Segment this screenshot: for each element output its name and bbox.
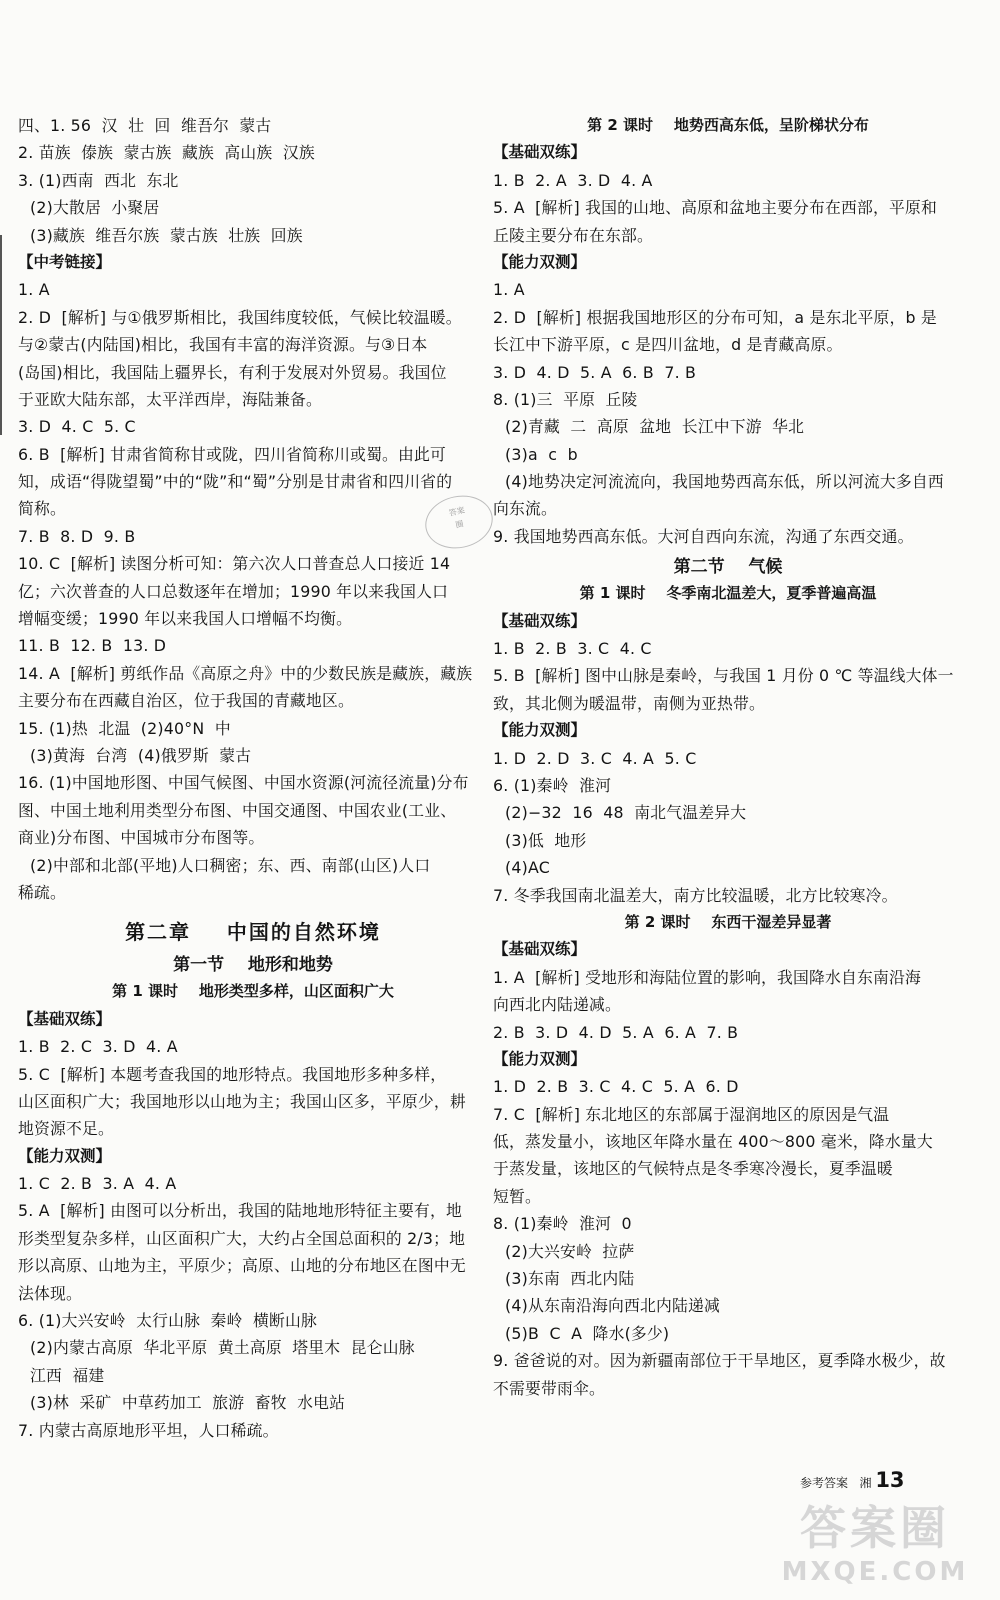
answer-line: 6. B [解析] 甘肃省简称甘或陇，四川省简称川或蜀。由此可 — [18, 444, 447, 464]
answer-line: (3)低 地形 — [505, 830, 587, 850]
answer-line: 15. (1)热 北温 (2)40°N 中 — [18, 718, 231, 738]
section-tag: 【中考链接】 — [18, 252, 112, 271]
answer-line: 2. 苗族 傣族 蒙古族 藏族 高山族 汉族 — [18, 143, 315, 163]
answer-line: 1. B 2. A 3. D 4. A — [493, 170, 653, 190]
answer-line: (4)从东南沿海向西北内陆递减 — [505, 1296, 720, 1316]
answer-line: 1. C 2. B 3. A 4. A — [18, 1174, 177, 1194]
answer-line: (5)B C A 降水(多少) — [505, 1323, 670, 1343]
answer-line: 形以高原、山地为主，平原少；高原、山地的分布地区在图中无 — [18, 1256, 466, 1276]
answer-line: 3. D 4. D 5. A 6. B 7. B — [493, 362, 697, 382]
answer-line: (3)a c b — [505, 444, 578, 464]
answer-line: 2. D [解析] 根据我国地形区的分布可知，a 是东北平原，b 是 — [493, 307, 937, 327]
lesson-heading: 第 2 课时 地势西高东低，呈阶梯状分布 — [587, 116, 869, 134]
lesson-heading: 第 1 课时 地形类型多样，山区面积广大 — [112, 982, 394, 1001]
answer-line: 江西 福建 — [30, 1365, 105, 1385]
chapter-heading: 第二章 中国的自然环境 — [125, 920, 381, 945]
answer-line: (3)林 采矿 中草药加工 旅游 畜牧 水电站 — [30, 1393, 346, 1413]
answer-line: 形类型复杂多样，山区面积广大，大约占全国总面积的 2/3；地 — [18, 1228, 466, 1248]
section-tag: 【能力双测】 — [493, 252, 587, 271]
answer-line: 法体现。 — [18, 1283, 82, 1303]
section-tag: 【基础双练】 — [18, 1009, 112, 1028]
answer-line: 于亚欧大陆东部，太平洋西岸，海陆兼备。 — [18, 389, 322, 409]
answer-line: 主要分布在西藏自治区，位于我国的青藏地区。 — [18, 691, 354, 711]
section-tag: 【基础双练】 — [493, 143, 587, 162]
answer-line: 7. C [解析] 东北地区的东部属于湿润地区的原因是气温 — [493, 1104, 890, 1124]
section-tag: 【能力双测】 — [493, 721, 587, 740]
answer-line: 11. B 12. B 13. D — [18, 636, 167, 656]
section-tag: 【基础双练】 — [493, 611, 587, 630]
answer-line: (2)大散居 小聚居 — [30, 198, 160, 218]
answer-line: (4)AC — [505, 858, 550, 878]
answer-line: 向西北内陆递减。 — [493, 995, 621, 1015]
answer-line: 2. B 3. D 4. D 5. A 6. A 7. B — [493, 1022, 739, 1042]
answer-line: 8. (1)秦岭 淮河 0 — [493, 1214, 632, 1234]
answer-line: 6. (1)秦岭 淮河 — [493, 775, 612, 795]
page-footer — [800, 1468, 980, 1498]
answer-line: 简称。 — [18, 499, 66, 519]
answer-line: 1. B 2. C 3. D 4. A — [18, 1037, 178, 1057]
section-tag: 【能力双测】 — [493, 1049, 587, 1068]
answer-line: 于蒸发量，该地区的气候特点是冬季寒冷漫长，夏季温暖 — [493, 1159, 893, 1179]
answer-line: 3. (1)西南 西北 东北 — [18, 170, 179, 190]
answer-line: 16. (1)中国地形图、中国气候图、中国水资源(河流径流量)分布 — [18, 773, 469, 793]
lesson-heading: 第 1 课时 冬季南北温差大，夏季普遍高温 — [579, 584, 877, 603]
section-heading: 第二节 气候 — [673, 557, 783, 578]
left-answer-column — [18, 112, 488, 1444]
answer-line: 1. A [解析] 受地形和海陆位置的影响，我国降水自东南沿海 — [493, 967, 922, 987]
answer-line: 5. A [解析] 由图可以分析出，我国的陆地地形特征主要有，地 — [18, 1201, 463, 1221]
answer-line: 低，蒸发量小，该地区年降水量在 400～800 毫米，降水量大 — [493, 1132, 933, 1152]
answer-line: 1. B 2. B 3. C 4. C — [493, 639, 652, 659]
answer-line: 2. D [解析] 与①俄罗斯相比，我国纬度较低，气候比较温暖。 — [18, 307, 462, 327]
answer-line: (3)黄海 台湾 (4)俄罗斯 蒙古 — [30, 745, 252, 765]
answer-line: (2)青藏 二 高原 盆地 长江中下游 华北 — [505, 417, 805, 437]
page-number: 13 — [875, 1468, 905, 1492]
answer-line: 地资源不足。 — [18, 1119, 114, 1139]
right-answer-column — [493, 112, 963, 1402]
answer-line: 5. B [解析] 图中山脉是秦岭，与我国 1 月份 0 ℃ 等温线大体一 — [493, 666, 954, 686]
answer-line: 7. B 8. D 9. B — [18, 526, 136, 546]
answer-line: 向东流。 — [493, 499, 557, 519]
answer-line: (3)东南 西北内陆 — [505, 1269, 635, 1289]
section-tag: 【基础双练】 — [493, 940, 587, 959]
answer-line: 致，其北侧为暖温带，南侧为亚热带。 — [493, 693, 765, 713]
answer-line: (4)地势决定河流流向，我国地势西高东低，所以河流大多自西 — [505, 472, 944, 492]
binding-edge-mark — [0, 235, 2, 435]
answer-line: 5. A [解析] 我国的山地、高原和盆地主要分布在西部，平原和 — [493, 198, 938, 218]
answer-line: 丘陵主要分布在东部。 — [493, 225, 653, 245]
answer-line: (2)内蒙古高原 华北平原 黄土高原 塔里木 昆仑山脉 — [30, 1338, 415, 1358]
answer-line: 1. A — [18, 280, 50, 300]
answer-line: 山区面积广大；我国地形以山地为主；我国山区多，平原少，耕 — [18, 1091, 466, 1111]
answer-line: 8. (1)三 平原 丘陵 — [493, 389, 638, 409]
answer-line: 亿；六次普查的人口总数逐年在增加；1990 年以来我国人口 — [18, 581, 449, 601]
footer-series: 湘 — [859, 1476, 872, 1490]
answer-line: 1. D 2. B 3. C 4. C 5. A 6. D — [493, 1077, 739, 1097]
answer-line: (2)中部和北部(平地)人口稠密；东、西、南部(山区)人口 — [30, 855, 431, 875]
answer-line: (岛国)相比，我国陆上疆界长，有利于发展对外贸易。我国位 — [18, 362, 447, 382]
answer-line: 14. A [解析] 剪纸作品《高原之舟》中的少数民族是藏族，藏族 — [18, 663, 473, 683]
answer-line: 5. C [解析] 本题考查我国的地形特点。我国地形多种多样， — [18, 1064, 447, 1084]
answer-line: 与②蒙古(内陆国)相比，我国有丰富的海洋资源。与③日本 — [18, 335, 428, 355]
answer-line: (2)大兴安岭 拉萨 — [505, 1241, 635, 1261]
answer-line: 稀疏。 — [18, 882, 66, 902]
answer-line: 知，成语“得陇望蜀”中的“陇”和“蜀”分别是甘肃省和四川省的 — [18, 472, 453, 492]
answer-line: 9. 我国地势西高东低。大河自西向东流，沟通了东西交通。 — [493, 526, 914, 546]
answer-line: 7. 冬季我国南北温差大，南方比较温暖，北方比较寒冷。 — [493, 885, 898, 905]
answer-line: 四、1. 56 汉 壮 回 维吾尔 蒙古 — [18, 116, 272, 135]
watermark-line-2: MXQE.COM — [781, 1557, 969, 1587]
answer-line: 3. D 4. C 5. C — [18, 417, 136, 437]
answer-line: (3)藏族 维吾尔族 蒙古族 壮族 回族 — [30, 225, 303, 245]
watermark-line-1: 答案圈 — [800, 1501, 950, 1555]
answer-line: 图、中国土地利用类型分布图、中国交通图、中国农业(工业、 — [18, 800, 457, 820]
answer-line: 1. D 2. D 3. C 4. A 5. C — [493, 748, 697, 768]
answer-line: 商业)分布图、中国城市分布图等。 — [18, 828, 265, 848]
stamp-line-1: 答案 — [448, 505, 466, 518]
answer-line: 7. 内蒙古高原地形平坦，人口稀疏。 — [18, 1420, 279, 1440]
footer-label: 参考答案 — [800, 1476, 849, 1490]
answer-line: 9. 爸爸说的对。因为新疆南部位于干旱地区，夏季降水极少，故 — [493, 1351, 946, 1371]
answer-line: 不需要带雨伞。 — [493, 1378, 605, 1398]
stamp-line-2: 圈 — [454, 519, 465, 530]
answer-line: 1. A — [493, 280, 525, 300]
answer-line: 长江中下游平原，c 是四川盆地，d 是青藏高原。 — [493, 335, 843, 355]
watermark-logo — [760, 1500, 990, 1595]
answer-line: 增幅变缓；1990 年以来我国人口增幅不均衡。 — [18, 609, 353, 629]
answer-line: 10. C [解析] 读图分析可知：第六次人口普查总人口接近 14 — [18, 554, 451, 574]
lesson-heading: 第 2 课时 东西干湿差异显著 — [624, 912, 832, 931]
section-heading: 第一节 地形和地势 — [173, 955, 333, 976]
answer-line: 6. (1)大兴安岭 太行山脉 秦岭 横断山脉 — [18, 1311, 317, 1331]
section-tag: 【能力双测】 — [18, 1146, 112, 1165]
answer-line: 短暂。 — [493, 1186, 541, 1206]
answer-line: (2)−32 16 48 南北气温差异大 — [505, 803, 747, 823]
